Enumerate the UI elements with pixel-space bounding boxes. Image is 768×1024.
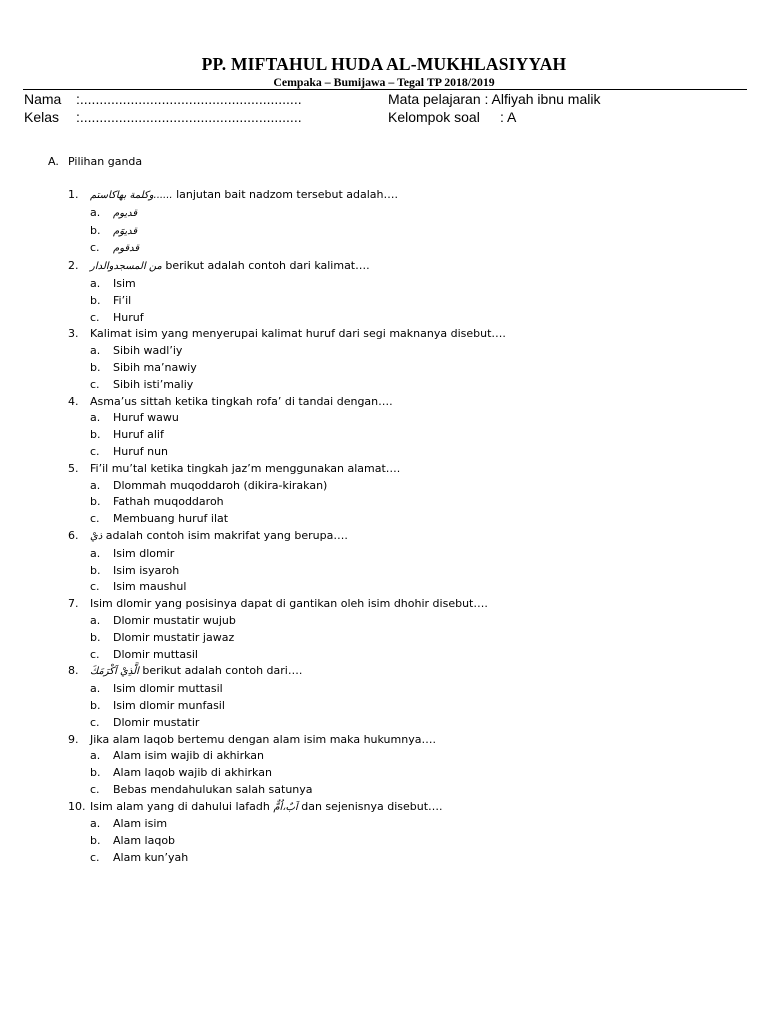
question-number: 4. [68,394,79,408]
option-text: قدقوم [113,243,140,255]
answer-option[interactable] [90,613,748,630]
option-text: Alam isim wajib di akhirkan [113,749,265,763]
answer-option[interactable] [90,205,748,223]
question-stem [68,394,748,411]
question-text: Asma’us sittah ketika tingkah rofa’ di tandai dengan…. [90,394,393,408]
question-number: 8. [68,664,79,678]
option-text: Bebas mendahulukan salah satunya [113,782,313,796]
answer-option[interactable] [90,293,748,310]
kelas-blank: :......................................................... [76,109,302,125]
question-number: 1. [68,188,79,201]
answer-option[interactable] [90,579,748,596]
question-number: 3. [68,327,79,341]
section-letter: A. [48,155,59,168]
option-text: Fathah muqoddaroh [113,495,224,509]
question-item [68,187,748,258]
question-item [68,258,748,326]
option-letter: b. [90,223,101,237]
question-number: 9. [68,732,79,746]
question-list [68,187,748,867]
option-text: Huruf [113,310,144,324]
option-letter: c. [90,580,100,594]
answer-option[interactable] [90,410,748,427]
answer-option[interactable] [90,765,748,782]
option-text: Dlomir mustatir [113,715,200,729]
section-title: Pilihan ganda [68,155,143,168]
kelas-field [24,109,302,125]
option-text: قديوم [113,207,138,219]
option-letter: b. [90,495,101,509]
option-text: Alam laqob wajib di akhirkan [113,766,272,780]
question-number: 2. [68,259,79,273]
question-text: Fi’il mu’tal ketika tingkah jaz’m menggunakan alamat…. [90,461,401,475]
nama-label: Nama [24,91,62,107]
option-text: Isim [113,276,136,290]
option-text: Alam isim [113,817,168,831]
answer-options [90,410,748,460]
option-text: Isim maushul [113,580,187,594]
question-text: adalah contoh isim makrifat yang berupa…. [105,528,348,542]
question-item [68,799,748,867]
option-letter: b. [90,293,101,307]
option-letter: c. [90,377,100,391]
mapel-label: Mata pelajaran [388,91,481,107]
answer-option[interactable] [90,782,748,799]
answer-options [90,748,748,798]
answer-option[interactable] [90,343,748,360]
answer-option[interactable] [90,681,748,698]
answer-options [90,205,748,258]
option-letter: b. [90,834,101,848]
answer-option[interactable] [90,240,748,258]
answer-option[interactable] [90,563,748,580]
answer-options [90,816,748,866]
answer-option[interactable] [90,546,748,563]
arabic-phrase: ......وكلمة بهاكاستم [90,190,173,201]
answer-option[interactable] [90,377,748,394]
option-letter: c. [90,715,100,729]
nama-blank: :......................................................... [76,91,302,107]
question-stem [68,326,748,343]
option-letter: b. [90,428,101,442]
option-letter: a. [90,411,101,425]
question-number: 6. [68,528,79,542]
option-letter: a. [90,682,101,696]
option-text: Sibih wadl’iy [113,344,183,358]
arabic-phrase: ذيْ [90,530,103,542]
question-item [68,394,748,461]
answer-option[interactable] [90,360,748,377]
school-subtitle: Cempaka – Bumijawa – Tegal TP 2018/2019 [273,75,495,89]
answer-option[interactable] [90,833,748,850]
question-stem [68,596,748,613]
option-text: Dlomir mustatir wujub [113,613,236,627]
option-text: Membuang huruf ilat [113,512,229,526]
question-item [68,732,748,799]
option-letter: c. [90,512,100,526]
header-divider [23,89,747,90]
arabic-phrase: من المسجدوالدار [90,261,162,273]
option-text: Fi’il [113,293,132,307]
option-letter: c. [90,647,100,661]
option-letter: a. [90,817,101,831]
question-number: 7. [68,597,79,611]
option-text: Huruf wawu [113,411,179,425]
option-text: Alam kun’yah [113,851,189,865]
mapel-value: : Alfiyah ibnu malik [484,91,601,107]
option-letter: c. [90,782,100,796]
question-stem [68,732,748,749]
option-letter: c. [90,851,100,865]
option-text: Sibih ma’nawiy [113,360,197,374]
option-letter: a. [90,546,101,560]
question-item [68,326,748,393]
option-letter: b. [90,360,101,374]
option-text: Isim isyaroh [113,563,180,577]
question-item [68,663,748,731]
arabic-phrase: الَّذِيْ اَكْرَمَكَ [90,666,139,678]
answer-option[interactable] [90,310,748,327]
option-text: Alam laqob [113,834,176,848]
option-text: Dlommah muqoddaroh (dikira-kirakan) [113,478,328,492]
question-stem [68,461,748,478]
question-text: lanjutan bait nadzom tersebut adalah…. [176,188,399,201]
answer-option[interactable] [90,630,748,647]
option-letter: a. [90,205,101,219]
school-title: PP. MIFTAHUL HUDA AL-MUKHLASIYYAH [201,54,567,74]
answer-option[interactable] [90,715,748,732]
question-text: Isim alam yang di dahului lafadh [90,799,270,813]
answer-options [90,546,748,596]
answer-option[interactable] [90,647,748,664]
nama-field [24,91,302,107]
option-text: Dlomir muttasil [113,647,198,661]
answer-option[interactable] [90,223,748,241]
question-stem [68,663,748,681]
option-text: Sibih isti’maliy [113,377,194,391]
option-letter: b. [90,563,101,577]
kelompok-value: : A [500,109,517,125]
question-text: berikut adalah contoh dari…. [142,664,303,678]
option-text: Isim dlomir [113,546,175,560]
question-text: Jika alam laqob bertemu dengan alam isim maka hukumnya…. [90,732,436,746]
option-letter: b. [90,630,101,644]
answer-option[interactable] [90,748,748,765]
question-number: 10. [68,799,86,813]
option-letter: c. [90,310,100,324]
option-letter: b. [90,766,101,780]
option-letter: c. [90,241,100,255]
question-stem [68,258,748,276]
answer-option[interactable] [90,850,748,867]
answer-option[interactable] [90,478,748,495]
question-item [68,461,748,528]
answer-option[interactable] [90,444,748,461]
kelompok-label: Kelompok soal [388,109,480,125]
kelas-label: Kelas [24,109,60,125]
answer-options [90,613,748,663]
question-number: 5. [68,461,79,475]
option-text: Isim dlomir munfasil [113,698,225,712]
option-letter: a. [90,749,101,763]
kelompok-field [388,109,516,125]
answer-option[interactable] [90,494,748,511]
option-text: Huruf nun [113,444,169,458]
question-text-continued: dan sejenisnya disebut…. [301,799,443,813]
option-text: Dlomir mustatir jawaz [113,630,235,644]
answer-option[interactable] [90,276,748,293]
question-stem [68,799,748,817]
question-stem [68,187,748,205]
question-text: Kalimat isim yang menyerupai kalimat huruf dari segi maknanya disebut…. [90,327,506,341]
option-letter: a. [90,613,101,627]
option-text: قديوَم [113,225,138,237]
arabic-phrase: اَبٌ،اُمٌّ [273,801,298,813]
answer-option[interactable] [90,816,748,833]
answer-options [90,478,748,528]
question-item [68,528,748,596]
option-text: Isim dlomir muttasil [113,682,223,696]
answer-options [90,343,748,393]
answer-option[interactable] [90,427,748,444]
question-text: Isim dlomir yang posisinya dapat di gantikan oleh isim dhohir disebut…. [90,597,488,611]
answer-option[interactable] [90,511,748,528]
option-letter: b. [90,698,101,712]
section-heading [48,155,142,168]
question-item [68,596,748,663]
question-text: berikut adalah contoh dari kalimat…. [165,259,370,273]
option-letter: a. [90,478,101,492]
option-letter: a. [90,344,101,358]
option-letter: a. [90,276,101,290]
answer-option[interactable] [90,698,748,715]
mapel-field [388,91,600,107]
answer-options [90,681,748,731]
option-text: Huruf alif [113,428,164,442]
option-letter: c. [90,444,100,458]
answer-options [90,276,748,326]
question-stem [68,528,748,546]
